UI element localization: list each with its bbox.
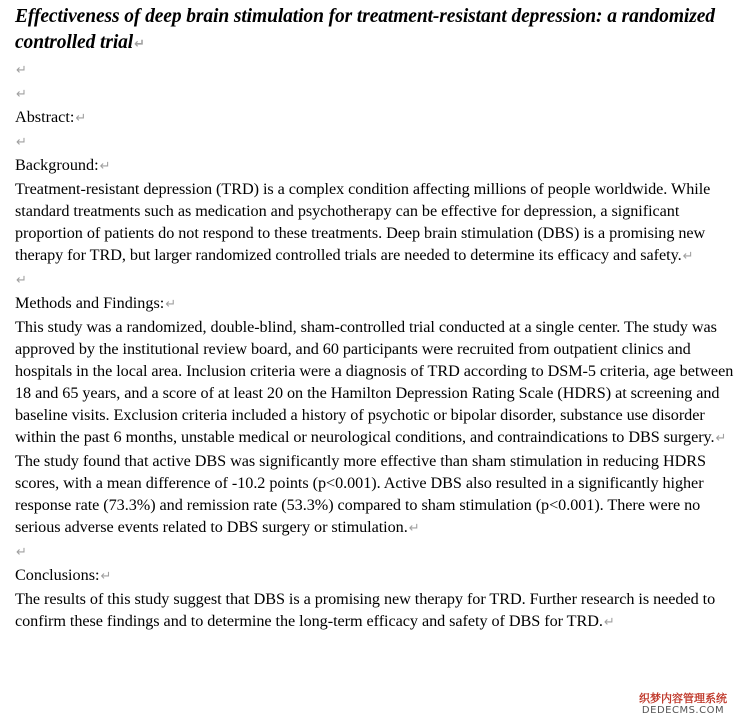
abstract-heading: Abstract:↵ — [15, 108, 87, 126]
methods-heading: Methods and Findings:↵ — [15, 294, 177, 312]
page-title: Effectiveness of deep brain stimulation for treatment-resistant depression: a randomized controlled trial↵ — [15, 6, 715, 53]
conclusions-paragraph: The results of this study suggest that DBS is a promising new therapy for TRD. Further research is needed to confirm these findings and to determine the long-term efficacy and safety of DBS for TRD.↵ — [15, 590, 716, 630]
empty-line: ↵ — [16, 87, 27, 102]
watermark — [627, 692, 739, 717]
background-heading: Background:↵ — [15, 156, 111, 174]
findings-paragraph: The study found that active DBS was significantly more effective than sham stimulation in reducing HDRS scores, with a mean difference of -10.2 points (p<0.001). Active DBS also resulted in a significantly higher response rate (73.3%) and remission rate (53.3%) compared to sham stimulation (p<0.001). There were no serious adverse events related to DBS surgery or stimulation.↵ — [15, 452, 706, 536]
background-paragraph: Treatment-resistant depression (TRD) is a complex condition affecting millions of people worldwide. While standard treatments such as medication and psychotherapy can be effective for depression, a significant proportion of patients do not respond to these treatments. Deep brain stimulation (DBS) is a promising new therapy for TRD, but larger randomized controlled trials are needed to determine its efficacy and safety.↵ — [15, 180, 711, 264]
empty-line: ↵ — [16, 63, 27, 78]
empty-line: ↵ — [16, 273, 27, 288]
methods-paragraph: This study was a randomized, double-blind, sham-controlled trial conducted at a single center. The study was approved by the institutional review board, and 60 participants were recruited from outpatient clinics and hospitals in the local area. Inclusion criteria were a diagnosis of TRD according to DSM-5 criteria, age between 18 and 65 years, and a score of at least 20 on the Hamilton Depression Rating Scale (HDRS) at screening and baseline visits. Exclusion criteria included a history of psychotic or bipolar disorder, substance use disorder within the past 6 months, unstable medical or neurological conditions, and contraindications to DBS surgery.↵ — [15, 318, 734, 446]
paragraph-mark: ↵ — [134, 37, 145, 52]
document-body — [15, 4, 740, 634]
conclusions-heading: Conclusions:↵ — [15, 566, 112, 584]
watermark-cn: 织梦内容管理系统 — [639, 692, 727, 705]
watermark-en: DEDECMS.COM — [641, 705, 725, 716]
empty-line: ↵ — [16, 135, 27, 150]
empty-line: ↵ — [16, 545, 27, 560]
